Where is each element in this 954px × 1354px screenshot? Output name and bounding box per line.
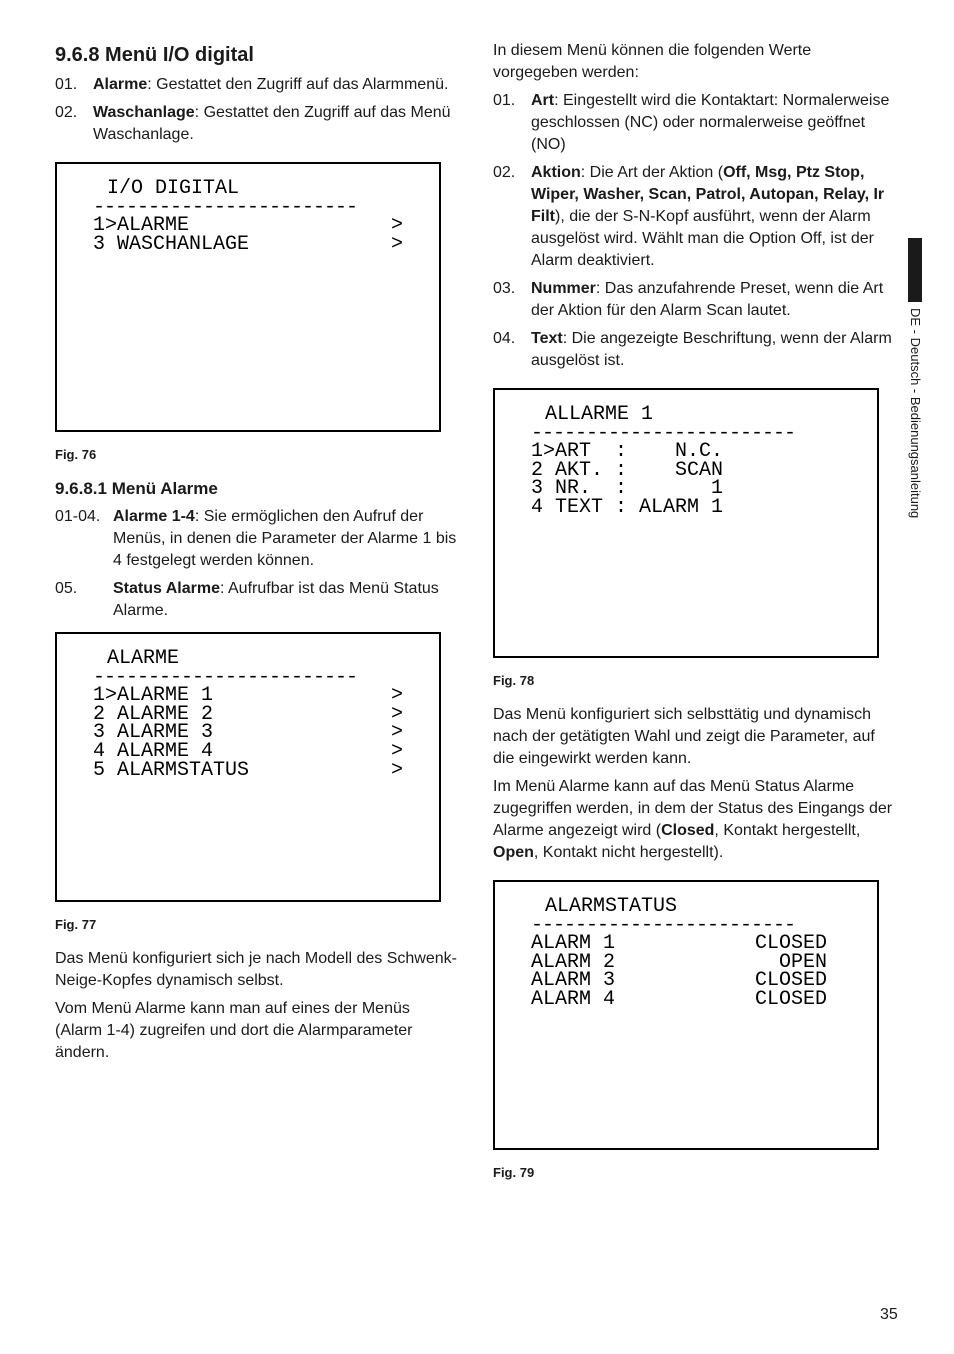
list-item: [493, 278, 898, 322]
menu-row: 3 NR. : 1: [531, 477, 724, 501]
list-item: [493, 162, 898, 272]
screen-separator: ------------------------: [93, 668, 358, 688]
paragraph: Das Menü konfiguriert sich selbsttätig und dynamisch nach der getätigten Wahl und zeigt die Parameter, auf die eingewirkt werden kann.: [493, 706, 875, 767]
item-number: 04.: [493, 330, 516, 347]
section-title: 9.6.8 Menü I/O digital: [55, 44, 254, 66]
item-text: Art: Eingestellt wird die Kontaktart: Normalerweise geschlossen (NC) oder normalerweise geöffnet (NO): [531, 92, 890, 153]
menu-row: 4 TEXT : ALARM 1: [531, 495, 724, 519]
screen-title: ALARMSTATUS: [545, 895, 678, 918]
item-number: 02.: [493, 164, 516, 181]
left-column: [55, 40, 460, 1070]
list-item: [55, 506, 460, 572]
item-number: 05.: [55, 580, 78, 597]
item-number: 01-04.: [55, 508, 101, 525]
item-number: 01.: [493, 92, 516, 109]
status-row: ALARM 1 CLOSED: [531, 932, 827, 956]
paragraph: Im Menü Alarme kann auf das Menü Status Alarme zugegriffen werden, in dem der Status des Eingangs der Alarme angezeigt wird (Closed, Kontakt hergestellt, Open, Kontakt nicht hergestellt).: [493, 778, 893, 861]
figure-caption: Fig. 77: [55, 917, 97, 932]
screen-separator: ------------------------: [93, 198, 358, 218]
osd-screen-allarme-1: [493, 388, 879, 658]
figure-caption: Fig. 76: [55, 447, 97, 462]
osd-screen-alarme: [55, 632, 441, 902]
list-item: [55, 102, 460, 146]
status-row: ALARM 3 CLOSED: [531, 969, 827, 993]
osd-screen-alarmstatus: [493, 880, 879, 1150]
screen-title: ALLARME 1: [545, 403, 654, 426]
screen-separator: ------------------------: [531, 424, 796, 444]
menu-row: 2 AKT. : SCAN: [531, 458, 724, 482]
screen-title: ALARME: [107, 647, 180, 670]
paragraph: In diesem Menü können die folgenden Werte vorgegeben werden:: [493, 42, 812, 81]
menu-row: 1>ART : N.C.: [531, 440, 724, 464]
menu-row: 4 ALARME 4 >: [93, 739, 403, 763]
menu-row: 1>ALARME >: [93, 214, 403, 238]
item-number: 01.: [55, 76, 78, 93]
osd-screen-io-digital: [55, 162, 441, 432]
menu-row: 3 WASCHANLAGE >: [93, 232, 403, 256]
item-text: Alarme: Gestattet den Zugriff auf das Alarmmenü.: [93, 76, 449, 93]
menu-row: 2 ALARME 2 >: [93, 702, 403, 726]
language-tab-marker: [908, 238, 922, 302]
page-number: 35: [880, 1306, 898, 1323]
status-row: ALARM 2 OPEN: [531, 950, 827, 974]
side-label: DE - Deutsch - Bedienungsanleitung: [908, 308, 923, 519]
item-text: Alarme 1-4: Sie ermöglichen den Aufruf der Menüs, in denen die Parameter der Alarme 1 bis 4 festgelegt werden können.: [113, 508, 457, 569]
item-text: Aktion: Die Art der Aktion (Off, Msg, Ptz Stop, Wiper, Washer, Scan, Patrol, Autopan, Relay, Ir Filt), die der S-N-Kopf ausführt, wenn der Alarm ausgelöst wird. Wählt man die Option Off, ist der Alarm deaktiviert.: [531, 164, 885, 269]
right-column: [493, 40, 898, 1196]
item-number: 02.: [55, 104, 78, 121]
item-number: 03.: [493, 280, 516, 297]
list-item: [55, 74, 460, 96]
screen-title: I/O DIGITAL: [107, 177, 240, 200]
menu-row: 5 ALARMSTATUS >: [93, 758, 403, 782]
figure-caption: Fig. 79: [493, 1165, 535, 1180]
menu-row: 1>ALARME 1 >: [93, 684, 403, 708]
paragraph: Das Menü konfiguriert sich je nach Modell des Schwenk-Neige-Kopfes dynamisch selbst.: [55, 950, 457, 989]
subsection-title: 9.6.8.1 Menü Alarme: [55, 479, 218, 498]
status-row: ALARM 4 CLOSED: [531, 987, 827, 1011]
item-text: Text: Die angezeigte Beschriftung, wenn der Alarm ausgelöst ist.: [531, 330, 892, 369]
figure-caption: Fig. 78: [493, 673, 535, 688]
paragraph: Vom Menü Alarme kann man auf eines der Menüs (Alarm 1-4) zugreifen und dort die Alarmparameter ändern.: [55, 1000, 413, 1061]
item-text: Waschanlage: Gestattet den Zugriff auf das Menü Waschanlage.: [93, 104, 451, 143]
list-item: [493, 328, 898, 372]
item-text: Nummer: Das anzufahrende Preset, wenn die Art der Aktion für den Alarm Scan lautet.: [531, 280, 884, 319]
list-item: [493, 90, 898, 156]
screen-separator: ------------------------: [531, 916, 796, 936]
item-text: Status Alarme: Aufrufbar ist das Menü Status Alarme.: [113, 580, 439, 619]
list-item: [55, 578, 460, 622]
menu-row: 3 ALARME 3 >: [93, 721, 403, 745]
